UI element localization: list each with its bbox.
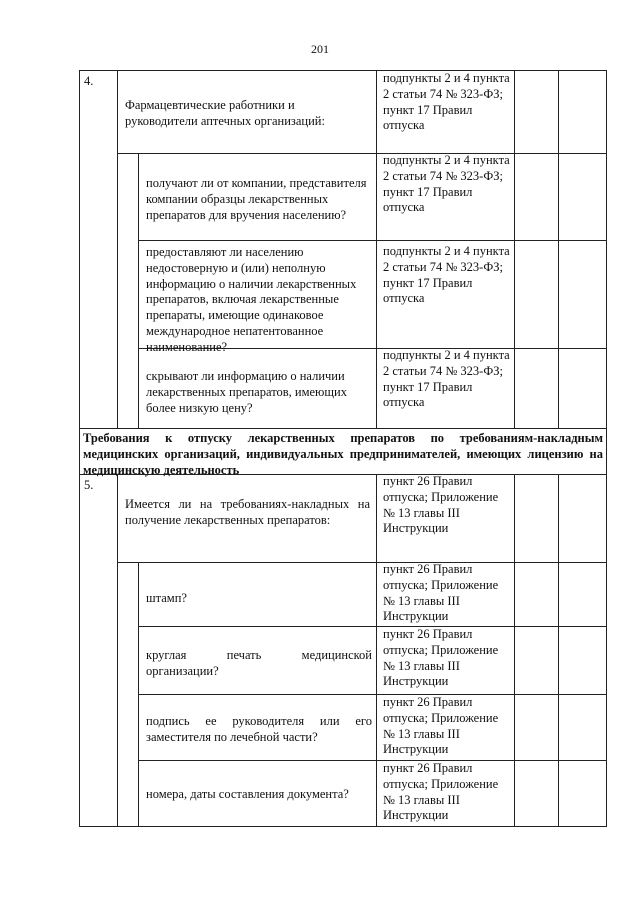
sub-requirement-text: штамп? [146,591,187,605]
legal-reference: подпункты 2 и 4 пункта 2 статьи 74 № 323-ФЗ; пункт 17 Правил отпуска [383,71,510,133]
row-number: 5. [84,478,94,492]
sub-requirement-text: получают ли от компании, представителя компании образцы лекарственных препаратов для вручения населению? [146,176,367,222]
sub-requirement-text: предоставляют ли населению недостоверную и (или) неполную информацию о наличии лекарственных препаратов, включая лекарственные препараты, имеющие одинаковое международное непатентованное наименование? [146,245,357,354]
legal-reference: пункт 26 Правил отпуска; Приложение № 13 главы III Инструкции [383,562,499,624]
legal-reference: подпункты 2 и 4 пункта 2 статьи 74 № 323-ФЗ; пункт 17 Правил отпуска [383,348,510,410]
legal-reference: пункт 26 Правил отпуска; Приложение № 13 главы III Инструкции [383,761,499,823]
legal-reference: подпункты 2 и 4 пункта 2 статьи 74 № 323-ФЗ; пункт 17 Правил отпуска [383,244,510,306]
section-title: Требования к отпуску лекарственных препаратов по требованиям-накладным медицинских организаций, индивидуальных предпринимателей, имеющих лицензию на медицинскую деятельность [83,431,603,477]
sub-requirement-text: круглая печать медицинской организации? [146,648,372,678]
requirement-text: Фармацевтические работники и руководители аптечных организаций: [125,98,325,128]
page-number: 201 [311,42,329,56]
legal-reference: пункт 26 Правил отпуска; Приложение № 13 главы III Инструкции [383,627,499,689]
legal-reference: подпункты 2 и 4 пункта 2 статьи 74 № 323-ФЗ; пункт 17 Правил отпуска [383,153,510,215]
sub-requirement-text: скрывают ли информацию о наличии лекарственных препаратов, имеющих более низкую цену? [146,369,347,415]
requirement-text: Имеется ли на требованиях-накладных на получение лекарственных препаратов: [125,497,370,527]
legal-reference: пункт 26 Правил отпуска; Приложение № 13 главы III Инструкции [383,695,499,757]
legal-reference: пункт 26 Правил отпуска; Приложение № 13 главы III Инструкции [383,474,499,536]
row-number: 4. [84,74,94,88]
sub-requirement-text: подпись ее руководителя или его заместителя по лечебной части? [146,714,372,744]
sub-requirement-text: номера, даты составления документа? [146,787,349,801]
